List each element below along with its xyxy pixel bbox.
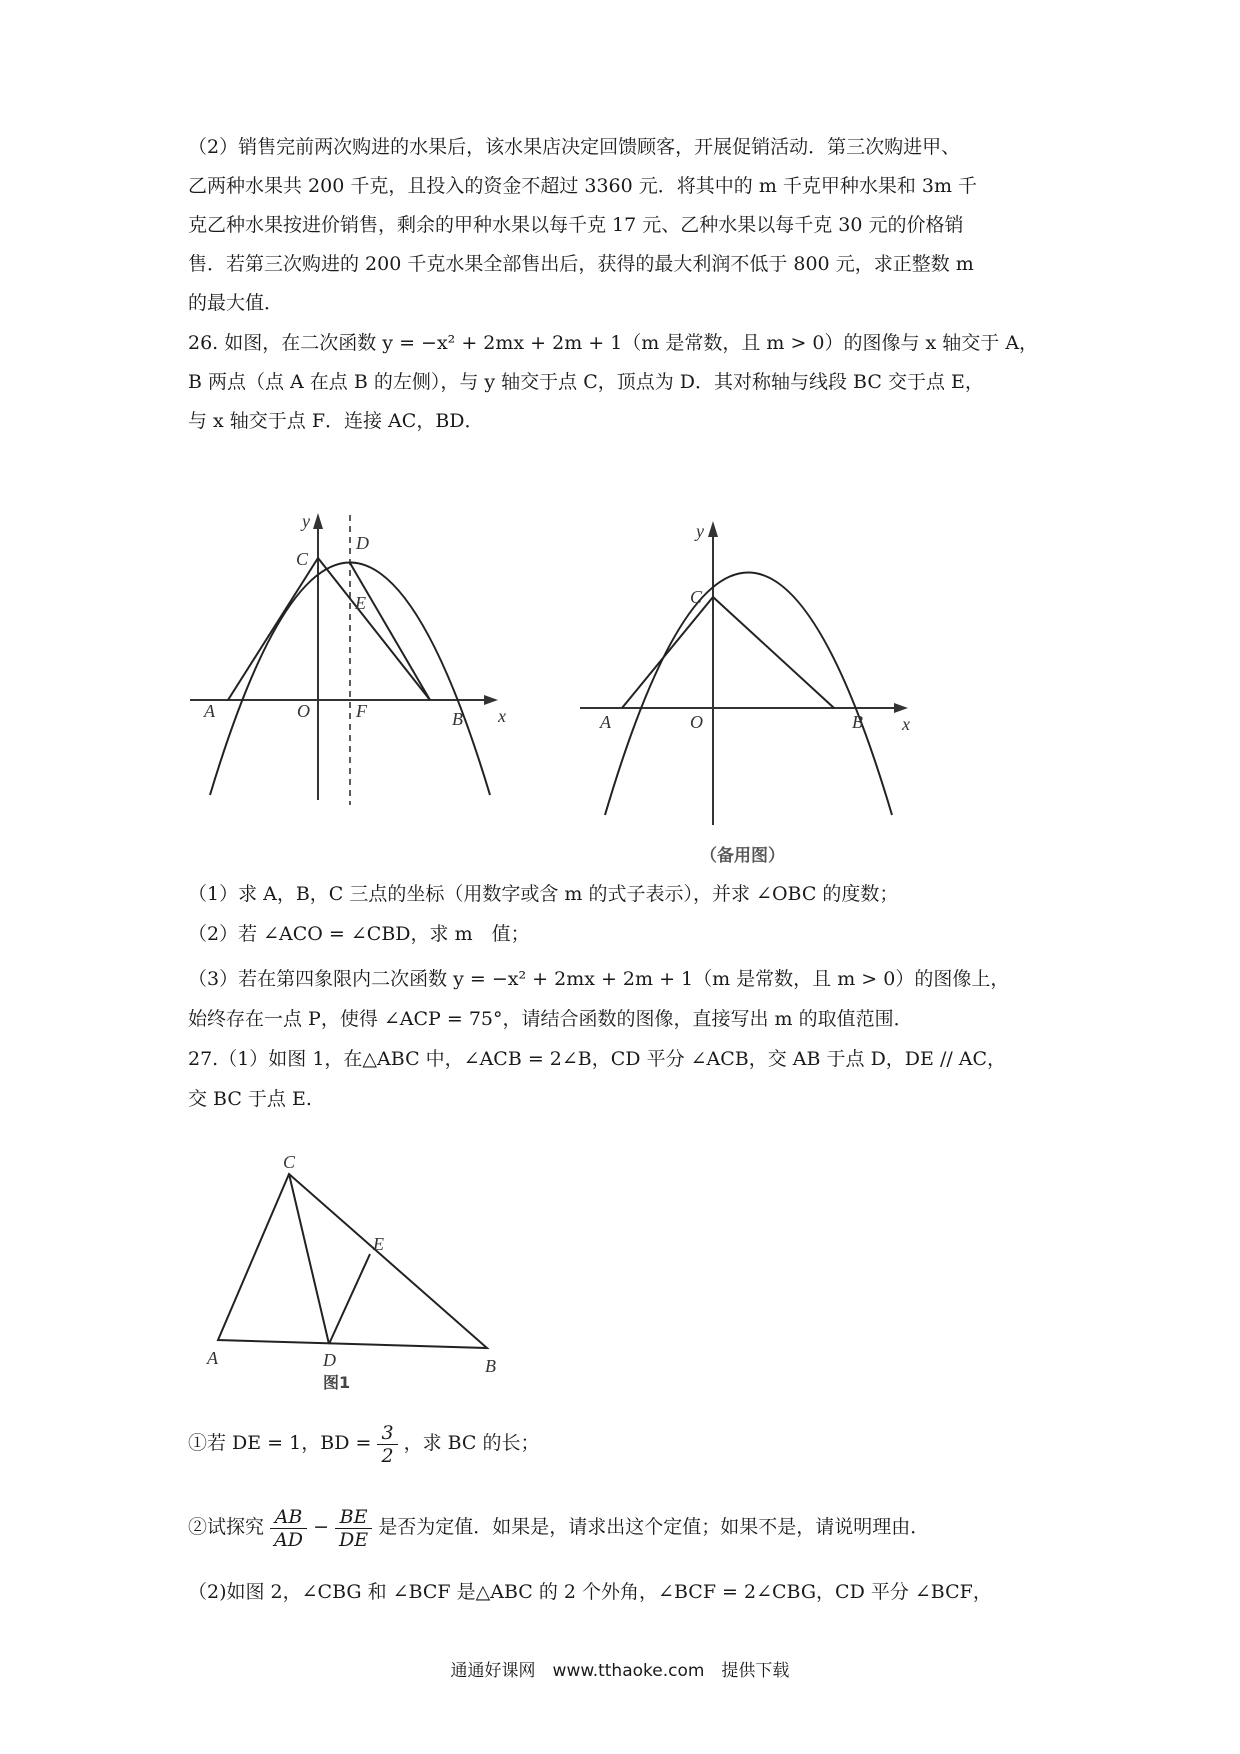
q27-sub2-fraction-2 (335, 1506, 372, 1551)
q27-sub2-frac1-den: AD (274, 1528, 304, 1551)
page-footer: 通通好课网 www.tthaoke.com 提供下载 (450, 1661, 790, 1681)
fig2-label-O: O (690, 712, 703, 732)
q27-fig-label-C: C (283, 1152, 296, 1172)
q26-figure-2 (580, 505, 920, 880)
q27-sub1 (188, 1418, 540, 1468)
q25-part2-line5: 的最大值． (188, 292, 284, 314)
q27-sub1-frac-den: 2 (381, 1444, 394, 1467)
q27-sub2-frac2-den: DE (339, 1528, 369, 1551)
q27-sub2-suffix: 是否为定值．如果是，请求出这个定值；如果不是，请说明理由． (378, 1516, 930, 1538)
q26-sub3-line1: （3）若在第四象限内二次函数 y = −x² + 2mx + 2m + 1（m 是常数，且 m > 0）的图像上， (188, 968, 1010, 990)
q27-fig-label-A: A (207, 1348, 218, 1368)
fig2-label-x: x (902, 714, 910, 734)
fig1-label-E: E (355, 593, 366, 613)
q25-part2-line2: 乙两种水果共 200 千克，且投入的资金不超过 3360 元．将其中的 m 千克甲种水果和 3m 千 (188, 175, 978, 197)
fig2-label-y: y (696, 521, 704, 541)
q27-part2: （2)如图 2，∠CBG 和 ∠BCF 是△ABC 的 2 个外角，∠BCF = 2∠CBG，CD 平分 ∠BCF， (188, 1581, 992, 1603)
q27-sub2-fraction-1 (270, 1506, 307, 1551)
q27-fig-label-D: D (323, 1350, 336, 1370)
q27-sub1-fraction (377, 1422, 397, 1467)
q26-sub1: （1）求 A，B，C 三点的坐标（用数字或含 m 的式子表示），并求 ∠OBC 的度数； (188, 883, 899, 905)
q27-sub2-prefix: ②试探究 (188, 1516, 265, 1538)
q25-part2-line3: 克乙种水果按进价销售，剩余的甲种水果以每千克 17 元、乙种水果以每千克 30 元的价格销 (188, 214, 964, 236)
q26-figure-1 (190, 505, 520, 810)
q27-fig-label-B: B (485, 1356, 496, 1376)
q26-sub3-line2: 始终存在一点 P，使得 ∠ACP = 75°，请结合函数的图像，直接写出 m 的取值范围． (188, 1008, 913, 1030)
fig1-label-F: F (356, 701, 367, 721)
fig1-label-A: A (204, 701, 215, 721)
q27-sub2-frac2-num: BE (335, 1506, 372, 1529)
q26-sub2: （2）若 ∠ACO = ∠CBD，求 m 值； (188, 923, 530, 945)
q27-stem-line1: 27.（1）如图 1，在△ABC 中，∠ACB = 2∠B，CD 平分 ∠ACB，交 AB 于点 D，DE // AC， (188, 1048, 1007, 1070)
q26-stem-line2: B 两点（点 A 在点 B 的左侧），与 y 轴交于点 C，顶点为 D．其对称轴与线段 BC 交于点 E， (188, 371, 984, 393)
q27-stem-line2: 交 BC 于点 E. (188, 1088, 312, 1110)
q26-stem-line1: 26. 如图，在二次函数 y = −x² + 2mx + 2m + 1（m 是常数，且 m > 0）的图像与 x 轴交于 A， (188, 332, 1039, 354)
q27-figure-1 (195, 1150, 535, 1400)
q27-sub2-frac1-num: AB (270, 1506, 307, 1529)
fig2-label-A: A (600, 712, 611, 732)
q25-part2-line4: 售．若第三次购进的 200 千克水果全部售出后，获得的最大利润不低于 800 元，求正整数 m (188, 253, 974, 275)
fig1-label-y: y (302, 511, 310, 531)
q27-fig-caption: 图1 (323, 1373, 351, 1392)
q27-fig-label-E: E (373, 1234, 384, 1254)
q27-sub1-frac-num: 3 (377, 1422, 397, 1445)
q27-sub1-prefix: ①若 DE = 1，BD = (188, 1432, 372, 1454)
q27-sub2 (188, 1502, 929, 1552)
fig1-label-B: B (452, 709, 463, 729)
fig1-label-x: x (498, 706, 506, 726)
fig2-label-C: C (690, 587, 703, 607)
q25-part2-line1: （2）销售完前两次购进的水果后，该水果店决定回馈顾客，开展促销活动．第三次购进甲、 (188, 136, 961, 158)
q27-sub2-minus: − (313, 1516, 329, 1538)
fig1-label-O: O (297, 701, 310, 721)
fig1-label-C: C (296, 549, 309, 569)
fig1-label-D: D (356, 533, 369, 553)
fig2-label-B: B (852, 712, 863, 732)
q27-sub1-suffix: ，求 BC 的长； (403, 1432, 540, 1454)
q26-stem-line3: 与 x 轴交于点 F．连接 AC，BD． (188, 410, 484, 432)
fig2-caption: （备用图） (700, 846, 785, 866)
